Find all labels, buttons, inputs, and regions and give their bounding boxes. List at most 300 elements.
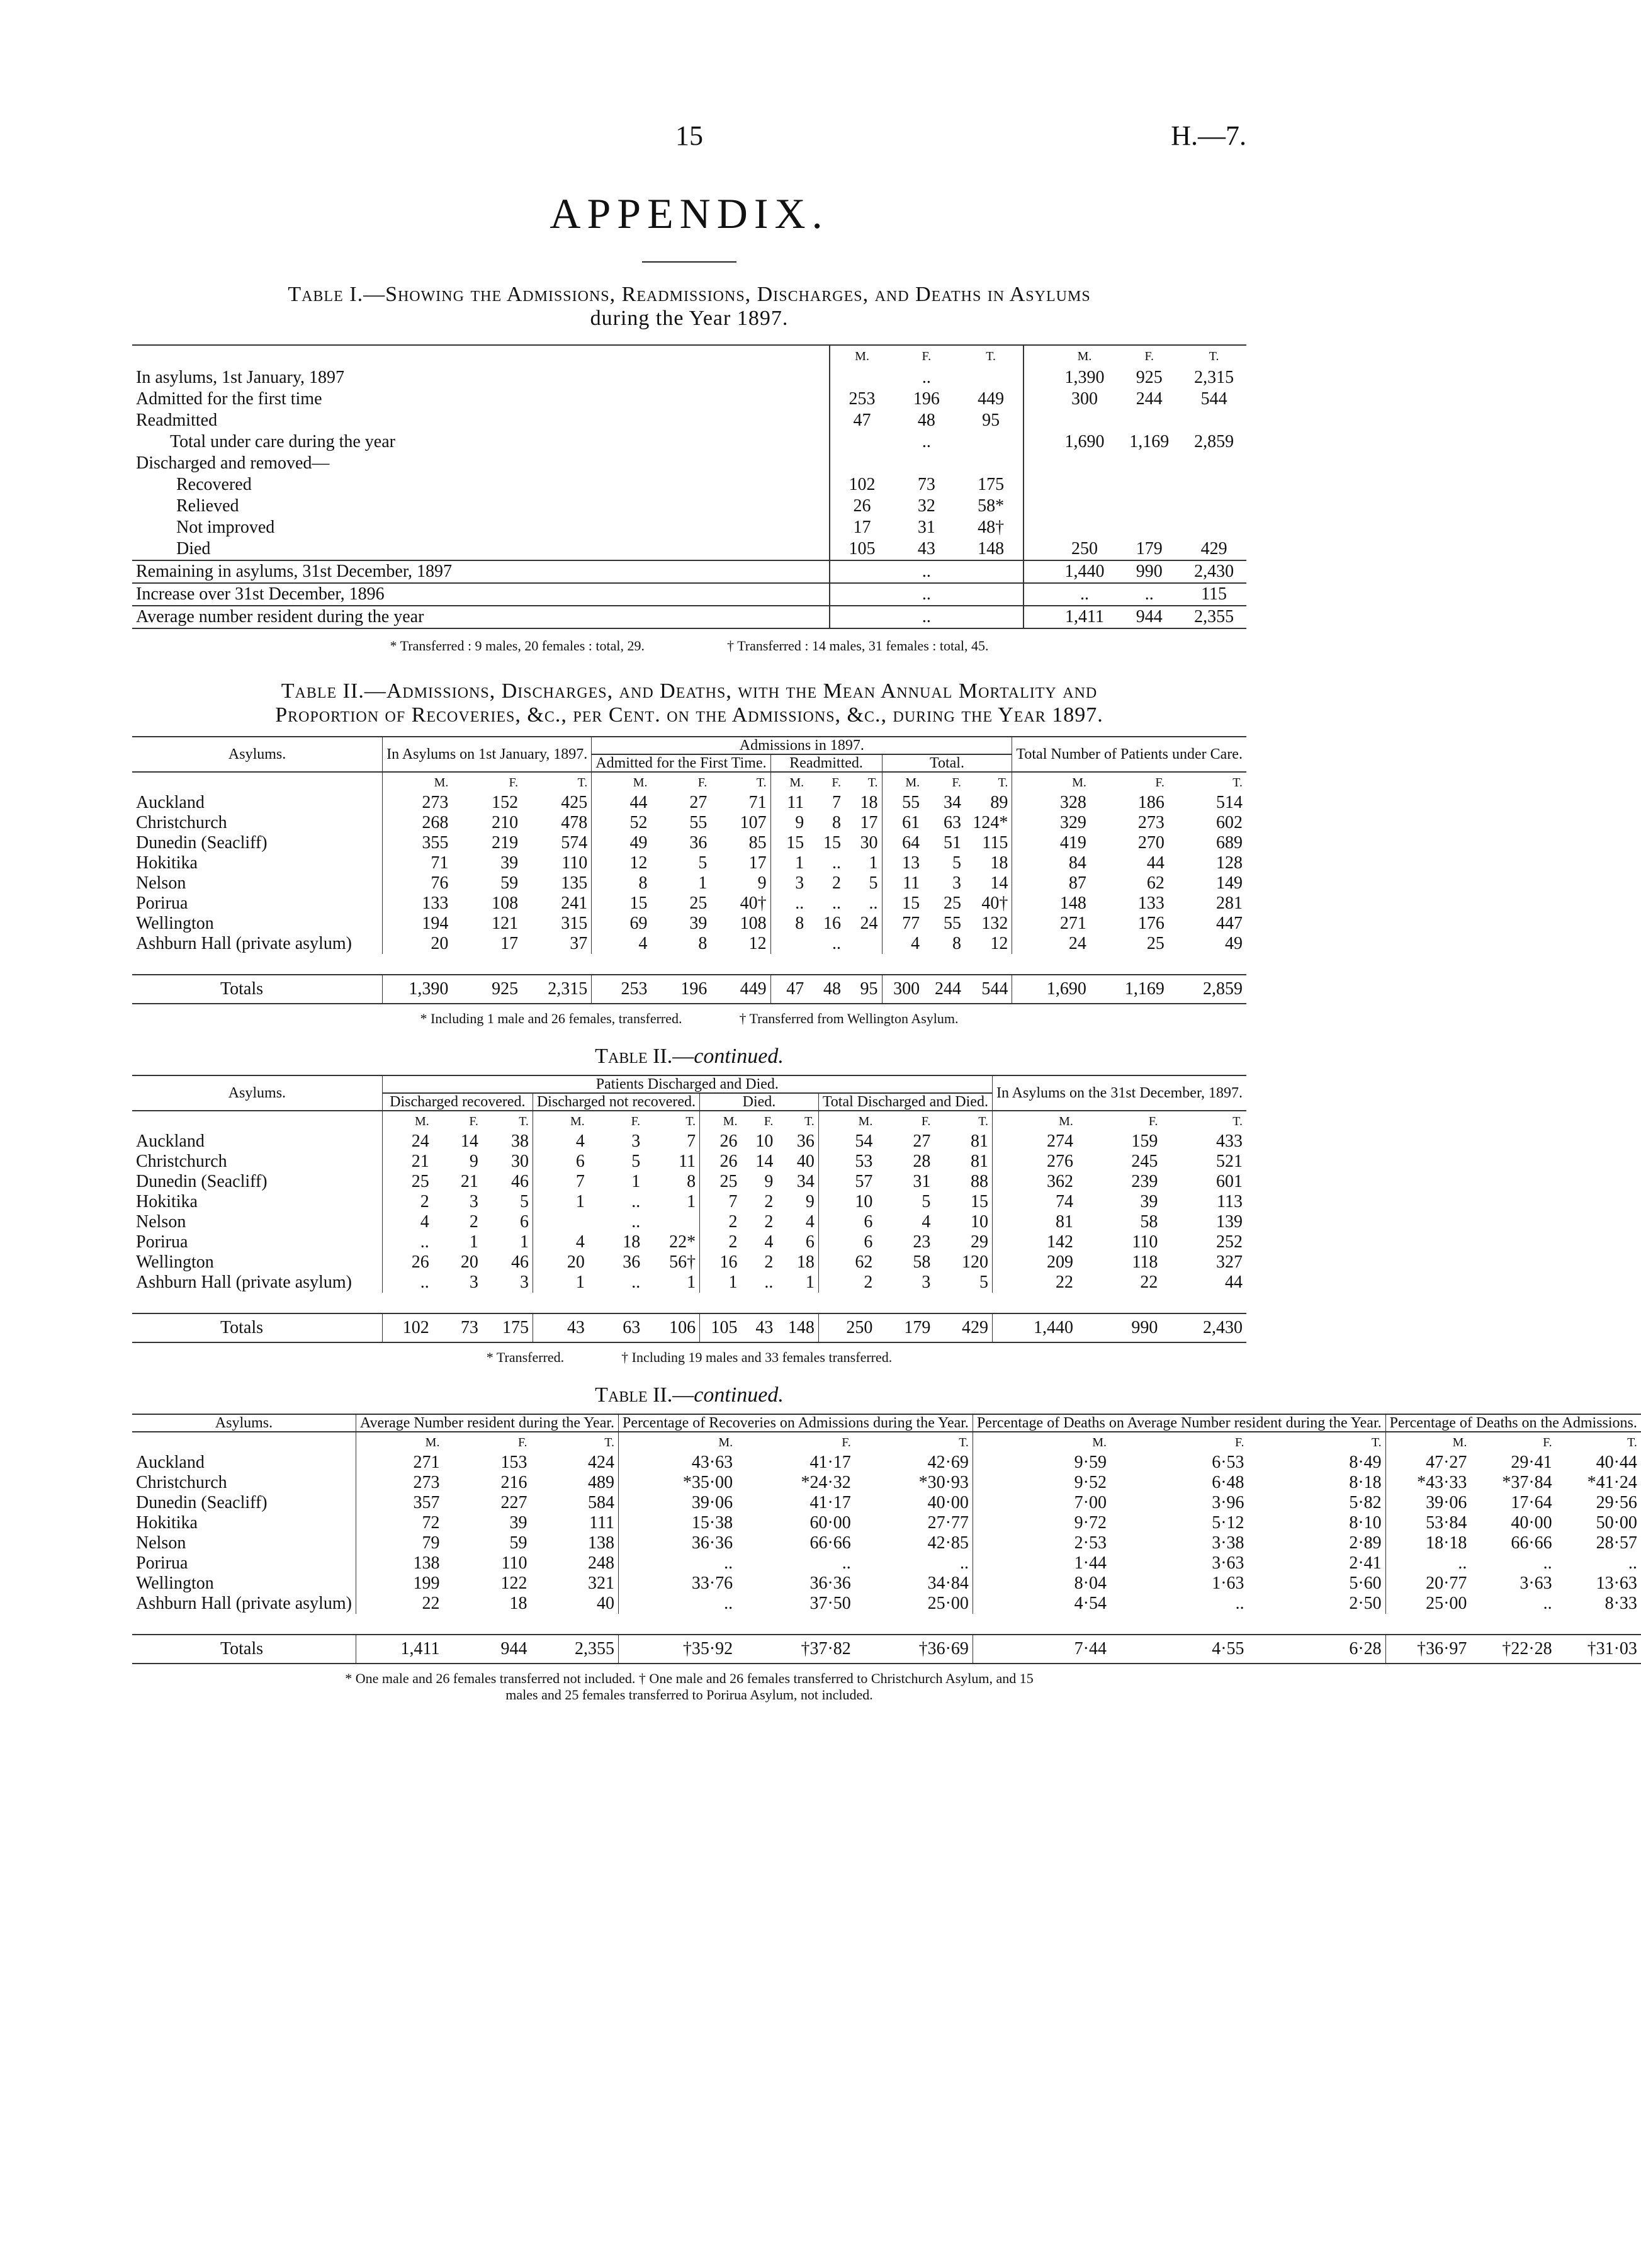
mft-label: F. bbox=[921, 1114, 931, 1128]
table-cell: 39 bbox=[1140, 1192, 1158, 1211]
table-cell: 273 bbox=[356, 1473, 443, 1493]
asylum-name: Ashburn Hall (private asylum) bbox=[136, 934, 352, 953]
table-cell: 424 bbox=[588, 1453, 615, 1472]
table-cell: 124* bbox=[973, 813, 1008, 832]
table-cell: 1 bbox=[469, 1232, 478, 1252]
table-cell: 36·36 bbox=[809, 1573, 851, 1593]
asylum-name: Christchurch bbox=[136, 813, 227, 832]
table1-cell: 429 bbox=[1200, 539, 1227, 558]
table1-cell bbox=[1181, 517, 1246, 538]
mft-label: M. bbox=[1385, 1432, 1470, 1453]
table-cell: 153 bbox=[500, 1453, 527, 1472]
col-pct-recoveries: Percentage of Recoveries on Admissions during the Year. bbox=[619, 1414, 973, 1432]
table-cell: *43·33 bbox=[1385, 1473, 1470, 1493]
table2-caption: Table II.—Admissions, Discharges, and Deaths, with the Mean Annual Mortality and Proportion of Recoveries, &c., per Cent. on the Admissions, &c., during the Year 1897. bbox=[275, 679, 1103, 727]
table-cell: 44 bbox=[1146, 853, 1164, 873]
table-row bbox=[132, 1172, 1246, 1192]
table1-spacer bbox=[1024, 388, 1052, 410]
table-cell: 29·41 bbox=[1511, 1453, 1552, 1472]
table-cell: 36 bbox=[623, 1252, 641, 1272]
table-cell: 6·48 bbox=[1212, 1473, 1244, 1492]
table-cell: 6·28 bbox=[1349, 1639, 1382, 1658]
table-cell: 43 bbox=[533, 1313, 588, 1342]
table-cell: †35·92 bbox=[619, 1635, 737, 1664]
table-cell: 25 bbox=[1146, 934, 1164, 953]
table-cell: 18 bbox=[796, 1252, 815, 1272]
table1-cell: .. bbox=[922, 562, 931, 581]
table1-cell: 179 bbox=[1136, 539, 1163, 558]
table1-cell bbox=[1052, 517, 1117, 538]
table-cell: .. bbox=[1543, 1553, 1552, 1573]
table-cell: 271 bbox=[356, 1453, 443, 1473]
table-cell: 110 bbox=[501, 1553, 527, 1573]
table-cell: 429 bbox=[961, 1318, 988, 1337]
table1-cell: 26 bbox=[830, 496, 894, 517]
col-discharged-not-recovered: Discharged not recovered. bbox=[533, 1093, 699, 1111]
table2b bbox=[132, 1075, 1246, 1343]
asylum-name: Christchurch bbox=[136, 1152, 227, 1171]
table-cell: 8 bbox=[698, 934, 708, 953]
asylum-name: Auckland bbox=[136, 793, 205, 812]
table-cell: 1 bbox=[770, 853, 808, 873]
table-cell: 148 bbox=[787, 1318, 815, 1337]
table1-cell bbox=[830, 453, 894, 474]
table-cell: 27 bbox=[689, 793, 708, 812]
table-cell: 34·84 bbox=[927, 1573, 969, 1593]
table-cell: 63 bbox=[943, 813, 961, 832]
table-cell: .. bbox=[770, 893, 808, 914]
table-cell: 108 bbox=[740, 914, 767, 933]
table-cell: 28·57 bbox=[1596, 1533, 1637, 1553]
table1-cell: 1,411 bbox=[1065, 607, 1104, 627]
table-cell: 34 bbox=[796, 1172, 815, 1191]
table2b-totals-row bbox=[132, 1313, 1246, 1342]
table-cell: 40 bbox=[597, 1594, 615, 1613]
table-cell: 40† bbox=[740, 893, 767, 913]
table-cell: 5·12 bbox=[1212, 1513, 1244, 1533]
table-cell: 16 bbox=[823, 914, 841, 933]
table-cell: 25 bbox=[700, 1172, 742, 1192]
table1-cell: 449 bbox=[978, 389, 1005, 409]
table-cell: 544 bbox=[981, 979, 1008, 999]
asylum-name: Ashburn Hall (private asylum) bbox=[136, 1273, 352, 1292]
table-cell: 55 bbox=[882, 793, 923, 813]
table1-caption: Table I.—Showing the Admissions, Readmissions, Discharges, and Deaths in Asylums during the Year 1897. bbox=[288, 283, 1091, 330]
table1-cell: .. bbox=[1080, 584, 1090, 604]
table-cell: 8 bbox=[770, 914, 808, 934]
table1-spacer bbox=[1024, 560, 1052, 583]
col-asylums: Asylums. bbox=[228, 1085, 286, 1101]
table-cell: 2 bbox=[764, 1192, 774, 1211]
asylum-name: Nelson bbox=[136, 1212, 186, 1232]
table1-spacer bbox=[1024, 496, 1052, 517]
table-cell: 81 bbox=[970, 1152, 988, 1171]
table-row bbox=[132, 1453, 1641, 1473]
table-cell: 43·63 bbox=[619, 1453, 737, 1473]
table-cell: 66·66 bbox=[1511, 1533, 1552, 1553]
table1-cell: .. bbox=[1144, 584, 1154, 604]
table1-cell: 944 bbox=[1136, 607, 1163, 627]
table-cell: 944 bbox=[500, 1639, 527, 1658]
asylum-name: Totals bbox=[220, 1318, 264, 1337]
table1-cell bbox=[1117, 496, 1181, 517]
mft-label: F. bbox=[952, 775, 961, 790]
table-cell: .. bbox=[1543, 1594, 1552, 1613]
mft-label: M. bbox=[700, 1111, 742, 1131]
table-row bbox=[132, 1533, 1641, 1553]
table-cell: 6 bbox=[805, 1232, 815, 1252]
table2c-caption: Table II.—continued. bbox=[595, 1383, 784, 1407]
table-cell: 33·76 bbox=[619, 1573, 737, 1594]
asylum-name: Wellington bbox=[136, 1252, 214, 1272]
table-cell: *41·24 bbox=[1587, 1473, 1637, 1492]
table-cell: 28 bbox=[913, 1152, 931, 1171]
table-cell: 478 bbox=[561, 813, 588, 832]
table-cell: 1 bbox=[698, 873, 708, 893]
table-cell: 44 bbox=[592, 793, 651, 813]
table-cell: 133 bbox=[383, 893, 453, 914]
table1-row bbox=[132, 538, 1246, 560]
table1-row-label: Readmitted bbox=[136, 411, 218, 430]
table-cell: 17 bbox=[748, 853, 767, 873]
table-cell: 273 bbox=[1137, 813, 1164, 832]
table-cell: 57 bbox=[818, 1172, 876, 1192]
table-cell: 34 bbox=[943, 793, 961, 812]
table-cell: 71 bbox=[748, 793, 767, 812]
table-cell: 38 bbox=[510, 1131, 529, 1151]
col-died: Died. bbox=[700, 1093, 819, 1111]
table-cell: 37 bbox=[570, 934, 588, 953]
table1-cell bbox=[1052, 410, 1117, 431]
table1-row bbox=[132, 388, 1246, 410]
table-cell: 13·63 bbox=[1596, 1573, 1637, 1593]
table-cell: 1,390 bbox=[383, 975, 453, 1004]
table-cell: 227 bbox=[500, 1493, 527, 1512]
table-cell: 4 bbox=[764, 1232, 774, 1252]
table-cell: 15 bbox=[882, 893, 923, 914]
table-cell: 18·18 bbox=[1385, 1533, 1470, 1553]
table-cell: 50·00 bbox=[1596, 1513, 1637, 1533]
table1-cell: 43 bbox=[917, 539, 935, 558]
mft-label: T. bbox=[604, 1435, 615, 1449]
table1-cell bbox=[1117, 474, 1181, 496]
table-cell: †36·97 bbox=[1385, 1635, 1470, 1664]
table-cell: 489 bbox=[588, 1473, 615, 1492]
asylum-name: Nelson bbox=[136, 1533, 186, 1553]
table-cell: 43 bbox=[755, 1318, 774, 1337]
table-cell: 12 bbox=[748, 934, 767, 953]
table-cell: 54 bbox=[818, 1131, 876, 1152]
table1-row bbox=[132, 367, 1246, 388]
table-cell: 601 bbox=[1216, 1172, 1243, 1191]
table-cell: 20 bbox=[533, 1252, 588, 1273]
mft-label: M. bbox=[770, 772, 808, 793]
col-total: Total. bbox=[882, 754, 1012, 772]
table-cell: 10 bbox=[970, 1212, 988, 1232]
table-cell: 88 bbox=[970, 1172, 988, 1191]
table-cell: 30 bbox=[510, 1152, 529, 1171]
table-cell: .. bbox=[382, 1232, 433, 1252]
table-cell: 46 bbox=[510, 1252, 529, 1272]
table1-cell bbox=[830, 560, 894, 583]
table-cell: 3 bbox=[469, 1192, 478, 1211]
table1-cell: 1,169 bbox=[1129, 432, 1170, 451]
table-row bbox=[132, 833, 1246, 853]
table-cell: 62 bbox=[818, 1252, 876, 1273]
table-cell: 64 bbox=[882, 833, 923, 853]
col-readmitted: Readmitted. bbox=[770, 754, 882, 772]
table-cell: 3·96 bbox=[1212, 1493, 1244, 1512]
table-cell: 7·00 bbox=[973, 1493, 1110, 1513]
table-cell: 1 bbox=[533, 1273, 588, 1293]
table1-spacer bbox=[1024, 583, 1052, 606]
mft-label: F. bbox=[1235, 1435, 1244, 1449]
table1-cell: 544 bbox=[1200, 389, 1227, 409]
table-cell bbox=[770, 934, 808, 954]
table-cell: 84 bbox=[1012, 853, 1090, 873]
table-cell: 2 bbox=[818, 1273, 876, 1293]
table-cell: 8·33 bbox=[1604, 1594, 1637, 1613]
table-cell: 20 bbox=[383, 934, 453, 954]
table-cell: 95 bbox=[860, 979, 878, 999]
table-cell: 29·56 bbox=[1596, 1493, 1637, 1512]
table-cell: 329 bbox=[1012, 813, 1090, 833]
table-cell: 1,411 bbox=[356, 1635, 443, 1664]
table-cell: 6 bbox=[818, 1212, 876, 1232]
table1-cell bbox=[1052, 453, 1117, 474]
table-cell: 1 bbox=[700, 1273, 742, 1293]
col-average-resident: Average Number resident during the Year. bbox=[356, 1414, 618, 1432]
table-cell: 1·63 bbox=[1212, 1573, 1244, 1593]
mft-label: T. bbox=[1627, 1435, 1637, 1449]
mft-label: M. bbox=[533, 1111, 588, 1131]
table-cell: 3 bbox=[469, 1273, 478, 1292]
table-cell: 1 bbox=[519, 1232, 529, 1252]
table-cell: 3 bbox=[519, 1273, 529, 1292]
appendix-title: APPENDIX. bbox=[550, 190, 829, 237]
table-cell: 113 bbox=[1217, 1192, 1243, 1211]
table-cell: 4 bbox=[805, 1212, 815, 1232]
table-row bbox=[132, 1513, 1641, 1533]
table-cell: 584 bbox=[588, 1493, 615, 1512]
table2c-mft-header bbox=[132, 1432, 1641, 1453]
table1-cell: 32 bbox=[917, 496, 935, 516]
table-cell: *24·32 bbox=[801, 1473, 851, 1492]
table-cell: 179 bbox=[904, 1318, 931, 1337]
table1-cell: 148 bbox=[978, 539, 1005, 558]
table-cell: 132 bbox=[981, 914, 1008, 933]
title-rule bbox=[642, 261, 736, 263]
table1-spacer bbox=[1024, 367, 1052, 388]
table-cell: 15 bbox=[823, 833, 841, 853]
table-cell: 8·18 bbox=[1349, 1473, 1382, 1492]
table-cell: 194 bbox=[383, 914, 453, 934]
mft-label: T. bbox=[998, 775, 1008, 790]
table-cell: 9 bbox=[805, 1192, 815, 1211]
table1-row-label: Not improved bbox=[176, 518, 275, 537]
table-cell: 11 bbox=[882, 873, 923, 893]
table-cell: 24 bbox=[860, 914, 878, 933]
table-cell: 176 bbox=[1137, 914, 1164, 933]
table-cell: 36·36 bbox=[619, 1533, 737, 1553]
table-cell: 6 bbox=[533, 1152, 588, 1172]
table1-cell: .. bbox=[922, 607, 931, 627]
table1-cell: 48† bbox=[978, 518, 1005, 537]
table-cell: 7 bbox=[700, 1192, 742, 1212]
table1-cell: .. bbox=[922, 432, 931, 451]
table-cell: 142 bbox=[992, 1232, 1076, 1252]
table-cell: 55 bbox=[943, 914, 961, 933]
table-cell: 63 bbox=[623, 1318, 641, 1337]
table-cell: 51 bbox=[943, 833, 961, 853]
table1-bottom-rule bbox=[132, 628, 1246, 632]
table1-spacer bbox=[1024, 453, 1052, 474]
table-cell: 281 bbox=[1216, 893, 1243, 913]
table-cell: .. bbox=[764, 1273, 774, 1292]
table1-header: M. F. T. M. F. T. bbox=[132, 345, 1246, 367]
table-cell: 328 bbox=[1012, 793, 1090, 813]
table-cell: 1 bbox=[687, 1192, 696, 1211]
table-cell: 69 bbox=[592, 914, 651, 934]
mft-label: T. bbox=[959, 1435, 969, 1449]
table1-row bbox=[132, 517, 1246, 538]
table-cell: 25 bbox=[689, 893, 708, 913]
table-cell: 30 bbox=[860, 833, 878, 853]
table-cell: 990 bbox=[1131, 1318, 1158, 1337]
table1-cell: 95 bbox=[982, 411, 1000, 430]
table-cell: 128 bbox=[1216, 853, 1243, 873]
table1-row bbox=[132, 410, 1246, 431]
mft-label: F. bbox=[469, 1114, 478, 1128]
table-cell: *30·93 bbox=[918, 1473, 969, 1492]
table1-spacer bbox=[1024, 517, 1052, 538]
table-cell: 122 bbox=[500, 1573, 527, 1593]
table1-spacer bbox=[1024, 410, 1052, 431]
table-cell: 71 bbox=[383, 853, 453, 873]
table-cell: 9 bbox=[770, 813, 808, 833]
table-cell: 1 bbox=[869, 853, 878, 873]
table-cell: .. bbox=[619, 1553, 737, 1573]
table-cell: *35·00 bbox=[619, 1473, 737, 1493]
table-cell: 574 bbox=[561, 833, 588, 853]
table1-cell bbox=[959, 453, 1024, 474]
table-cell: 41·17 bbox=[809, 1493, 851, 1512]
asylum-name: Totals bbox=[220, 979, 264, 999]
mft-label: F. bbox=[1543, 1435, 1552, 1449]
table1-row-label: In asylums, 1st January, 1897 bbox=[136, 368, 345, 387]
mft-label: T. bbox=[1371, 1435, 1382, 1449]
table-cell: 5 bbox=[952, 853, 961, 873]
mft-label: F. bbox=[832, 775, 841, 790]
table-cell: 4 bbox=[382, 1212, 433, 1232]
table-cell: 9 bbox=[764, 1172, 774, 1191]
table-cell: 13 bbox=[882, 853, 923, 873]
asylum-name: Nelson bbox=[136, 873, 186, 893]
table-cell: 175 bbox=[502, 1318, 529, 1337]
table-cell: .. bbox=[959, 1553, 969, 1573]
spacer-row bbox=[132, 954, 1246, 975]
table1-cell bbox=[1052, 474, 1117, 496]
table-cell: 20 bbox=[460, 1252, 478, 1272]
table-cell: 48 bbox=[823, 979, 841, 999]
table-cell: 5 bbox=[519, 1192, 529, 1211]
table-cell: 139 bbox=[1216, 1212, 1243, 1232]
table-cell: 26 bbox=[700, 1152, 742, 1172]
document-page bbox=[132, 120, 1637, 1707]
table1-row bbox=[132, 496, 1246, 517]
asylum-name: Auckland bbox=[136, 1131, 205, 1151]
table-cell: 274 bbox=[992, 1131, 1076, 1152]
table-cell: 25 bbox=[943, 893, 961, 913]
table1-body bbox=[132, 367, 1246, 632]
table-cell: 315 bbox=[561, 914, 588, 933]
asylum-name: Hokitika bbox=[136, 853, 198, 873]
table-cell: 216 bbox=[500, 1473, 527, 1492]
asylum-name: Hokitika bbox=[136, 1513, 198, 1533]
table-cell: 18 bbox=[860, 793, 878, 812]
table-cell: †22·28 bbox=[1502, 1639, 1552, 1658]
table1-cell bbox=[830, 367, 894, 388]
table-cell: 26 bbox=[382, 1252, 433, 1273]
table-cell: 14 bbox=[755, 1152, 774, 1171]
mft-label: T. bbox=[1232, 1114, 1243, 1128]
table-row bbox=[132, 1131, 1246, 1152]
table-cell: .. bbox=[619, 1594, 737, 1614]
table-cell: 5 bbox=[698, 853, 708, 873]
table-cell: .. bbox=[631, 1192, 641, 1211]
table1-cell bbox=[830, 583, 894, 606]
table-cell: 111 bbox=[589, 1513, 615, 1533]
table-cell: 1,690 bbox=[1012, 975, 1090, 1004]
table1-row-label: Recovered bbox=[176, 475, 252, 494]
table1-row bbox=[132, 431, 1246, 453]
mft-label: F. bbox=[631, 1114, 641, 1128]
table-row bbox=[132, 1232, 1246, 1252]
table-cell: 22 bbox=[992, 1273, 1076, 1293]
table-cell: 8 bbox=[687, 1172, 696, 1191]
table1-cell bbox=[959, 583, 1024, 606]
page-header bbox=[132, 120, 1246, 176]
table1-spacer bbox=[1024, 538, 1052, 560]
table1-cell: 58* bbox=[978, 496, 1005, 516]
table-cell: 59 bbox=[509, 1533, 527, 1553]
table-cell: 24 bbox=[382, 1131, 433, 1152]
table-row bbox=[132, 1273, 1246, 1293]
table-cell: 37·50 bbox=[809, 1594, 851, 1613]
table1-cell: 253 bbox=[830, 388, 894, 410]
table-cell: 273 bbox=[383, 793, 453, 813]
table1-cell: 1,390 bbox=[1064, 368, 1105, 387]
table1-cell: 250 bbox=[1071, 539, 1098, 558]
col-pct-deaths-average: Percentage of Deaths on Average Number resident during the Year. bbox=[973, 1414, 1385, 1432]
table-row bbox=[132, 893, 1246, 914]
table-cell: 3 bbox=[770, 873, 808, 893]
table-cell: 252 bbox=[1216, 1232, 1243, 1252]
table-cell: 60·00 bbox=[809, 1513, 851, 1533]
table-cell: 47 bbox=[770, 975, 808, 1004]
table-cell: 21 bbox=[382, 1152, 433, 1172]
table-cell: 133 bbox=[1137, 893, 1164, 913]
table-cell: 40·00 bbox=[1511, 1513, 1552, 1533]
table-row bbox=[132, 1573, 1641, 1594]
table-cell: 135 bbox=[561, 873, 588, 893]
table-cell: 3·38 bbox=[1212, 1533, 1244, 1553]
table-cell: 120 bbox=[961, 1252, 988, 1272]
table-cell: 15 bbox=[592, 893, 651, 914]
table-cell: 2 bbox=[764, 1212, 774, 1232]
table1-cell: 31 bbox=[917, 518, 935, 537]
table-cell bbox=[845, 934, 882, 954]
